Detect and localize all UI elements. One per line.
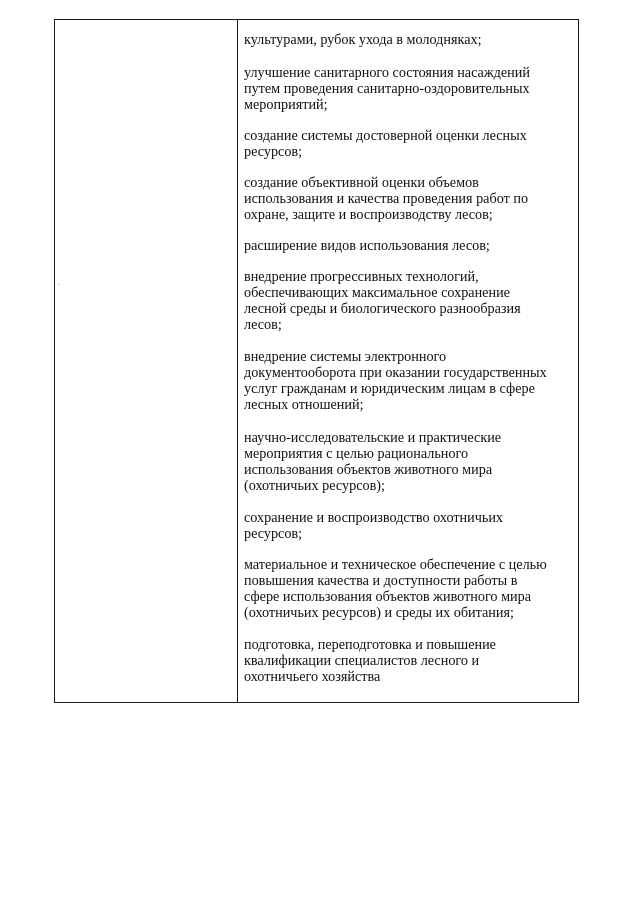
list-item-7: внедрение системы электронного документооборота при оказании государственных услуг гражданам и юридическим лицам в сфере лесных отношений;: [244, 349, 547, 413]
list-item-4: создание объективной оценки объемов использования и качества проведения работ по охране, защите и воспроизводству лесов;: [244, 175, 529, 223]
measures-table: [54, 19, 579, 703]
scan-artifact-mark: [58, 284, 60, 285]
list-item-1: культурами, рубок ухода в молодняках;: [244, 32, 482, 48]
measures-list-cell: [238, 20, 578, 702]
list-item-2: улучшение санитарного состояния насаждений путем проведения санитарно-оздоровительных мероприятий;: [244, 65, 530, 113]
list-item-11: подготовка, переподготовка и повышение квалификации специалистов лесного и охотничьего хозяйства: [244, 637, 496, 685]
list-item-5: расширение видов использования лесов;: [244, 238, 490, 254]
left-empty-cell: [55, 20, 238, 702]
list-item-10: материальное и техническое обеспечение с целью повышения качества и доступности работы в сфере использования объектов животного мира (охотничьих ресурсов) и среды их обитания;: [244, 557, 547, 621]
list-item-3: создание системы достоверной оценки лесных ресурсов;: [244, 128, 527, 160]
list-item-9: сохранение и воспроизводство охотничьих ресурсов;: [244, 510, 504, 542]
list-item-8: научно-исследовательские и практические мероприятия с целью рационального использования объектов животного мира (охотничьих ресурсов);: [244, 430, 502, 494]
list-item-6: внедрение прогрессивных технологий, обеспечивающих максимальное сохранение лесной среды и биологического разнообразия лесов;: [244, 269, 521, 333]
